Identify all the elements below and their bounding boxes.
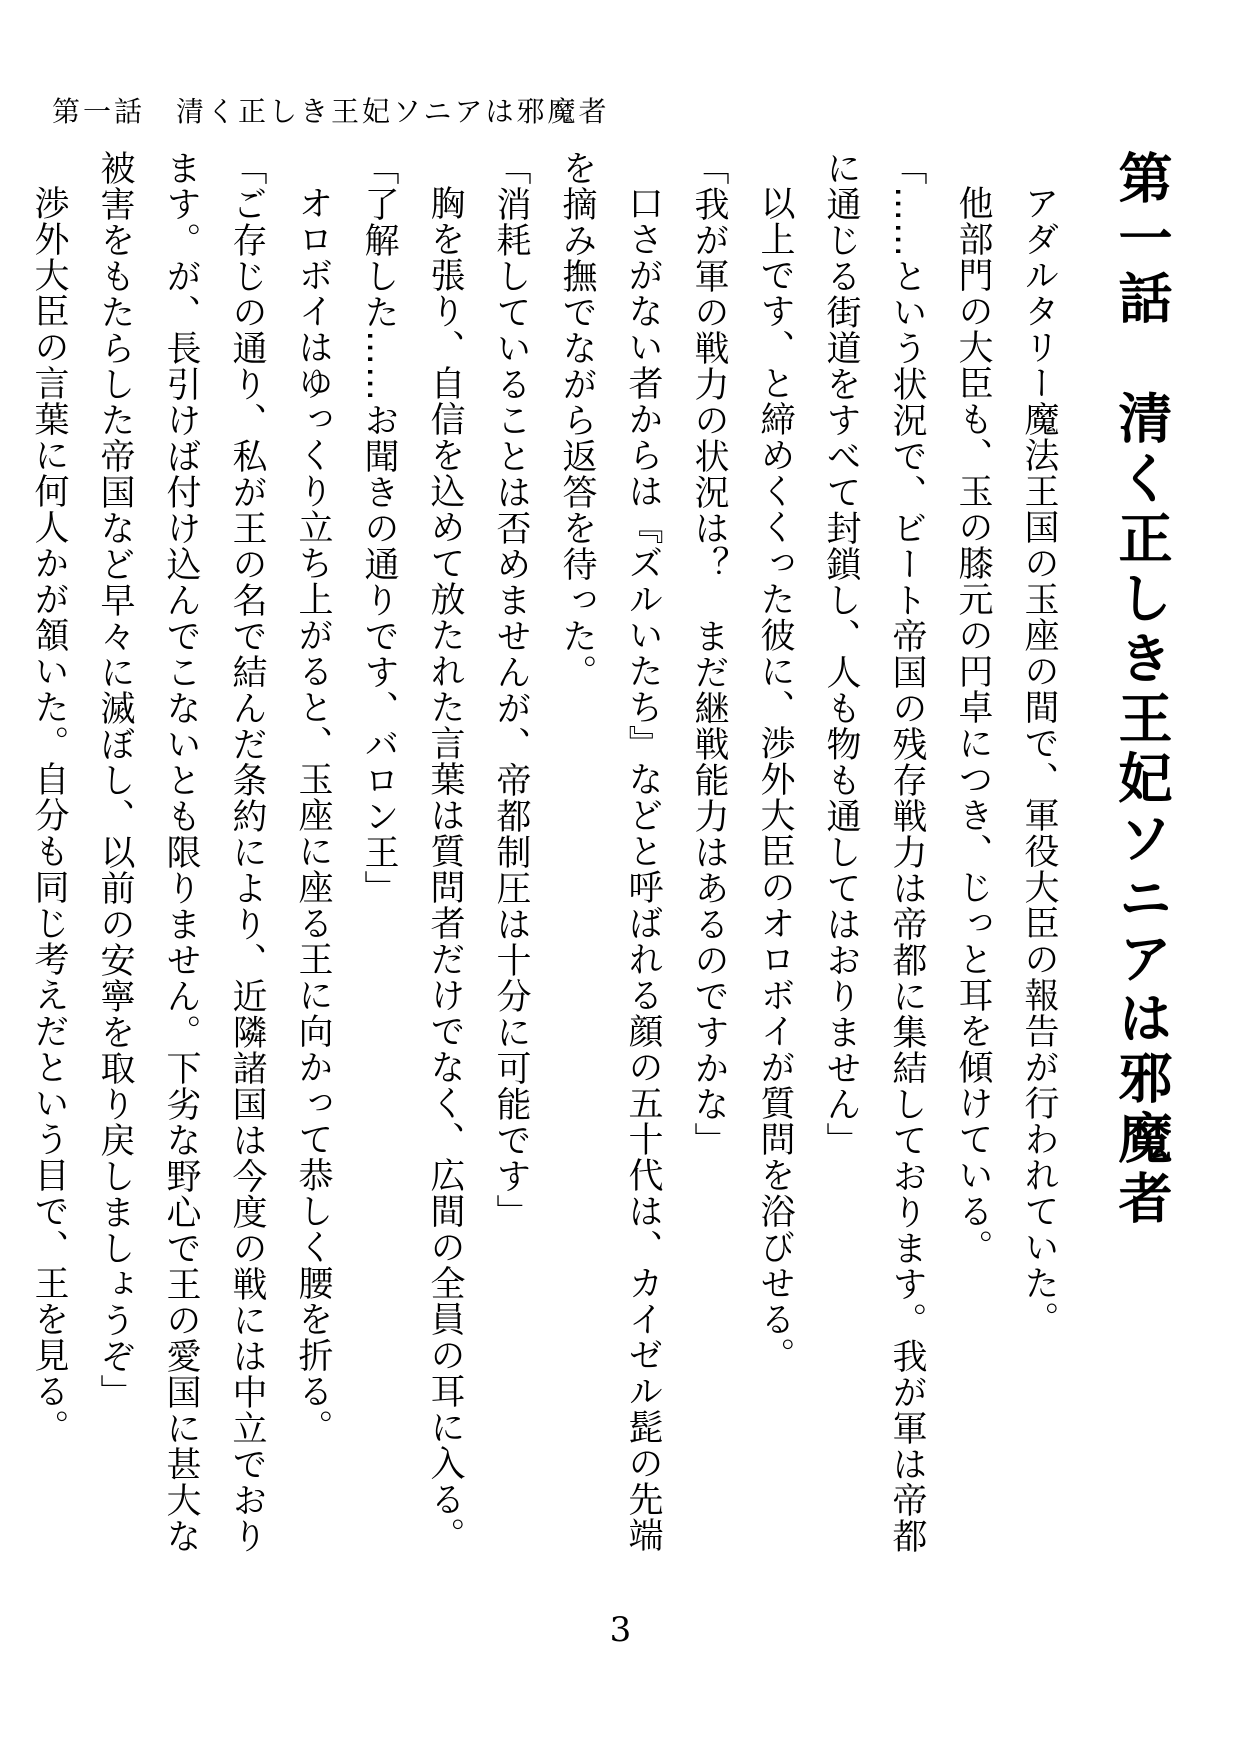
chapter-title: 第一話 清く正しき王妃ソニアは邪魔者 [1110, 150, 1173, 1230]
running-head: 第一話 清く正しき王妃ソニアは邪魔者 [52, 95, 610, 128]
paragraph-1: アダルタリー魔法王国の玉座の間で、軍役大臣の報告が行われていた。 [1019, 185, 1059, 1337]
paragraph-2: 他部門の大臣も、玉の膝元の円卓につき、じっと耳を傾けている。 [953, 185, 993, 1265]
vertical-text-area [29, 150, 1189, 1580]
page-number: 3 [609, 1610, 632, 1650]
paragraph-12: 渉外大臣の言葉に何人かが頷いた。自分も同じ考えだという目で、王を見る。 [29, 185, 69, 1445]
paragraph-6: 口さがない者からは『ズルいたち』などと呼ばれる顔の五十代は、カイゼル髭の先端を摘み撫でながら返答を待った。 [557, 150, 663, 1553]
paragraph-8: 胸を張り、自信を込めて放たれた言葉は質問者だけでなく、広間の全員の耳に入る。 [425, 185, 465, 1553]
paragraph-11: 「ご存じの通り、私が王の名で結んだ条約により、近隣諸国は今度の戦には中立でおります。が、長引けば付け込んでこないとも限りません。下劣な野心で王の愛国に甚大な被害をもたらした帝国など早々に滅ぼし、以前の安寧を取り戻しましょうぞ」 [95, 150, 267, 1554]
paragraph-10: オロボイはゆっくり立ち上がると、玉座に座る王に向かって恭しく腰を折る。 [293, 185, 333, 1445]
paragraph-3: 「……という状況で、ビート帝国の残存戦力は帝都に集結しております。我が軍は帝都に通じる街道をすべて封鎖し、人も物も通してはおりません」 [821, 150, 927, 1554]
body-text [16, 150, 1072, 1580]
paragraph-9: 「了解した……お聞きの通りです、バロン王」 [359, 150, 399, 906]
paragraph-5: 「我が軍の戦力の状況は？ まだ継戦能力はあるのですかな」 [689, 150, 729, 1158]
paragraph-4: 以上です、と締めくくった彼に、渉外大臣のオロボイが質問を浴びせる。 [755, 185, 795, 1373]
paragraph-7: 「消耗していることは否めませんが、帝都制圧は十分に可能です」 [491, 150, 531, 1230]
